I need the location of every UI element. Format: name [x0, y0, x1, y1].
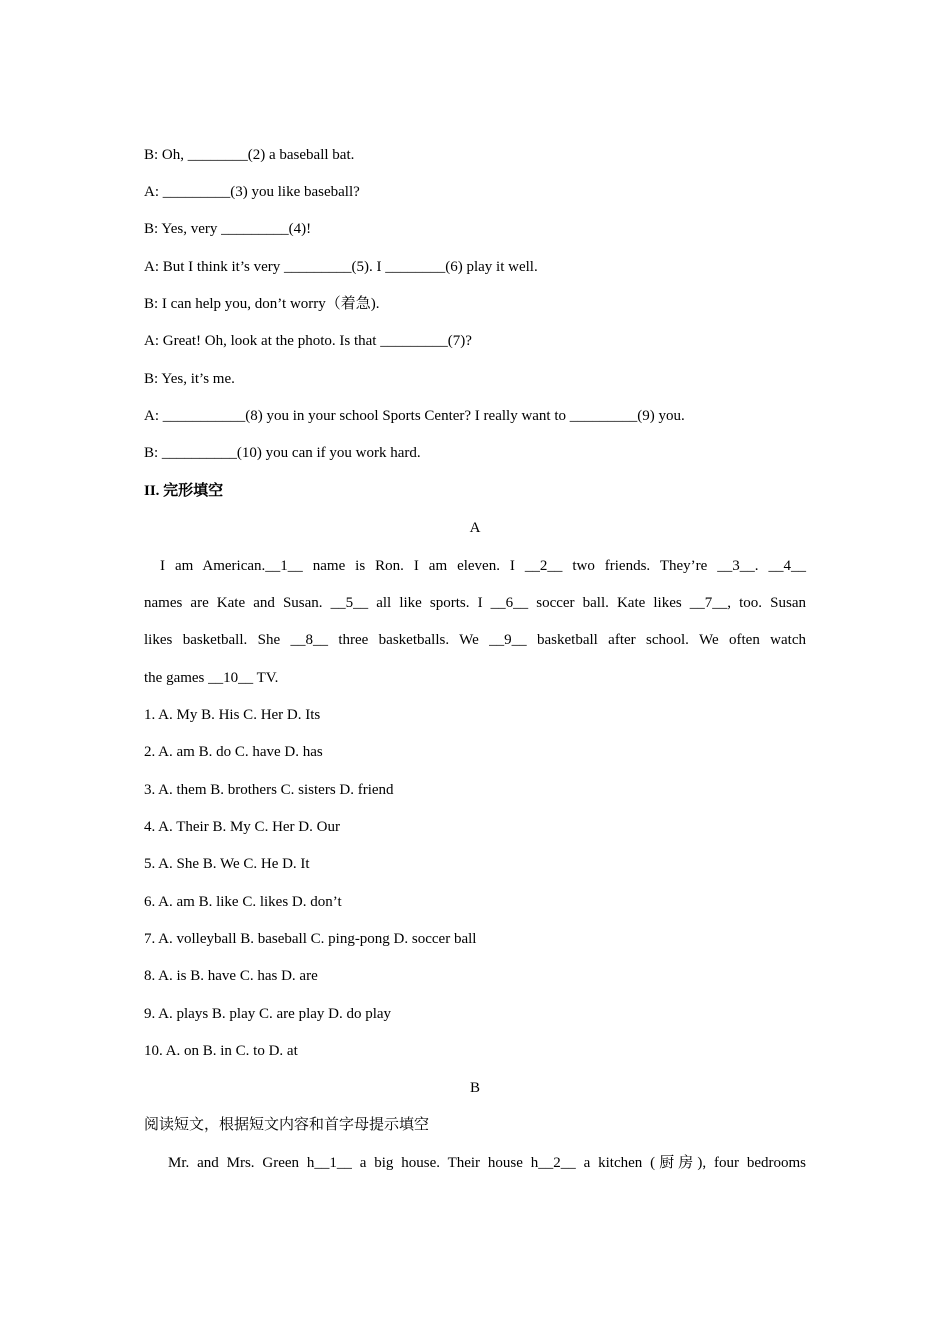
passage-a-line: likes basketball. She __8__ three basketballs. We __9__ basketball after school. We often watch — [144, 632, 806, 648]
choice-question: 5. A. She B. We C. He D. It — [144, 856, 310, 872]
dialogue-line: A: But I think it’s very _________(5). I ________(6) play it well. — [144, 259, 538, 275]
dialogue-line: B: __________(10) you can if you work hard. — [144, 445, 421, 461]
part-b-instruction: 阅读短文，根据短文内容和首字母提示填空 — [144, 1117, 430, 1133]
dialogue-line: A: _________(3) you like baseball? — [144, 184, 360, 200]
dialogue-line: B: I can help you, don’t worry（着急). — [144, 296, 380, 312]
choice-question: 1. A. My B. His C. Her D. Its — [144, 707, 321, 723]
choice-question: 10. A. on B. in C. to D. at — [144, 1043, 298, 1059]
passage-a-line: names are Kate and Susan. __5__ all like sports. I __6__ soccer ball. Kate likes __7__, too. Susan — [144, 595, 806, 611]
choice-question: 9. A. plays B. play C. are play D. do play — [144, 1006, 392, 1022]
choice-question: 8. A. is B. have C. has D. are — [144, 968, 318, 984]
choice-question: 4. A. Their B. My C. Her D. Our — [144, 819, 340, 835]
section-title: II. 完形填空 — [144, 483, 224, 499]
dialogue-line: B: Oh, ________(2) a baseball bat. — [144, 147, 355, 163]
dialogue-line: A: Great! Oh, look at the photo. Is that _________(7)? — [144, 333, 472, 349]
choice-question: 2. A. am B. do C. have D. has — [144, 744, 323, 760]
choice-question: 3. A. them B. brothers C. sisters D. friend — [144, 782, 394, 798]
part-a-heading: A — [469, 520, 481, 536]
dialogue-line: A: ___________(8) you in your school Sports Center? I really want to _________(9) you. — [144, 408, 685, 424]
part-b-heading: B — [469, 1080, 480, 1096]
choice-question: 7. A. volleyball B. baseball C. ping-pong D. soccer ball — [144, 931, 477, 947]
passage-a-line: the games __10__ TV. — [144, 670, 279, 686]
passage-b-line: Mr. and Mrs. Green h__1__ a big house. Their house h__2__ a kitchen (厨房), four bedrooms — [168, 1155, 806, 1171]
dialogue-line: B: Yes, very _________(4)! — [144, 221, 312, 237]
dialogue-line: B: Yes, it’s me. — [144, 371, 235, 387]
passage-a-line: I am American.__1__ name is Ron. I am eleven. I __2__ two friends. They’re __3__. __4__ — [160, 558, 806, 574]
choice-question: 6. A. am B. like C. likes D. don’t — [144, 894, 342, 910]
